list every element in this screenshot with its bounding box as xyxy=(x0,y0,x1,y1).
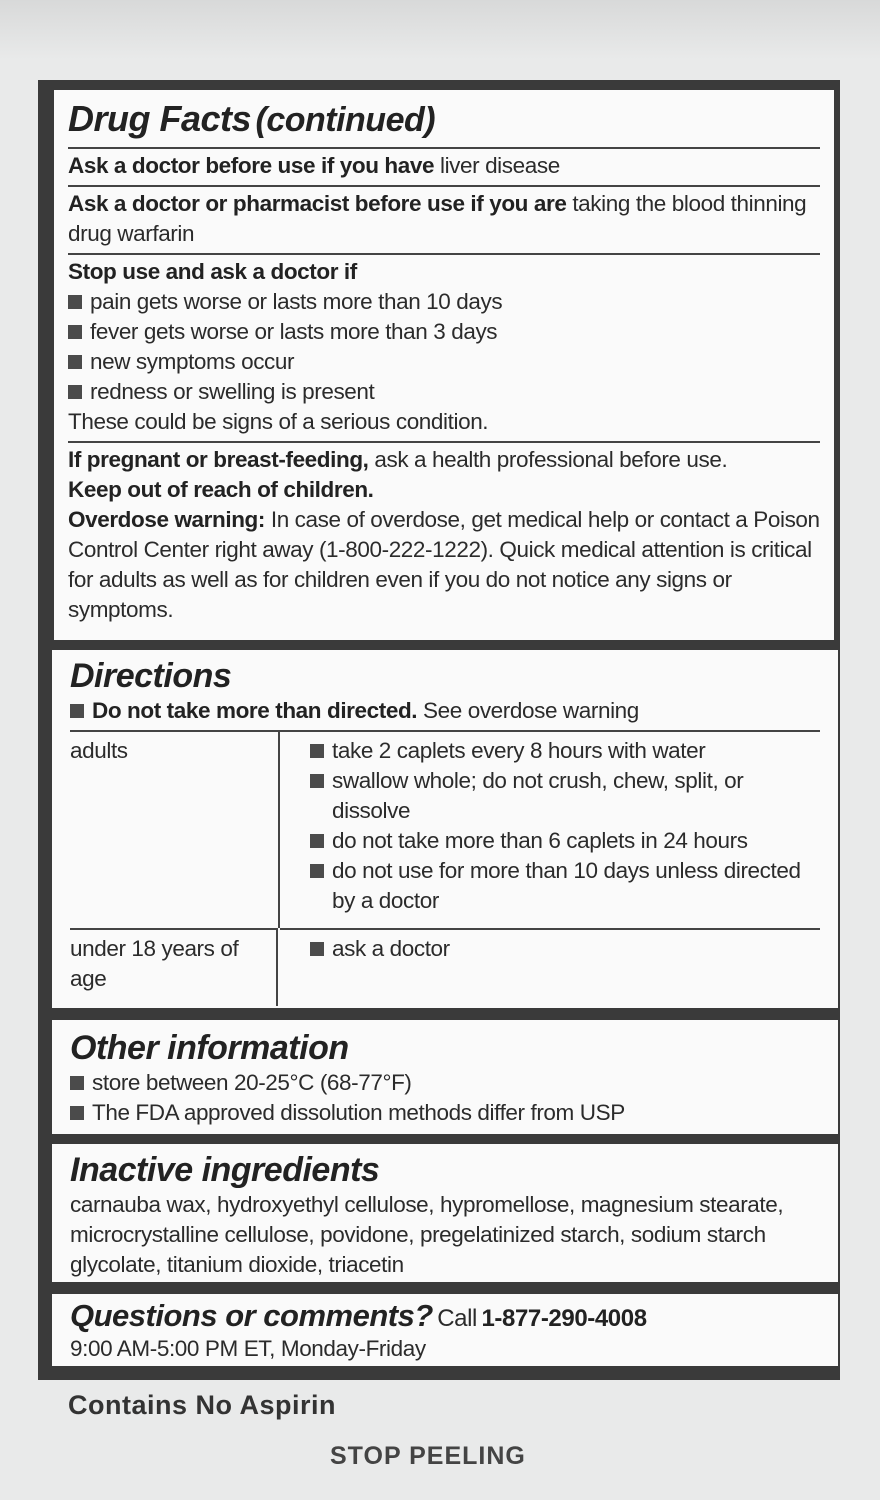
overdose-warning-label: Overdose warning: xyxy=(68,507,265,532)
ask-pharmacist-section xyxy=(68,187,820,253)
list-item-text: take 2 caplets every 8 hours with water xyxy=(332,738,706,763)
pregnancy-warning-label: If pregnant or breast-feeding, xyxy=(68,447,369,472)
pregnancy-warning xyxy=(68,445,820,475)
square-bullet-icon xyxy=(310,864,324,878)
inactive-ingredients-title: Inactive ingredients xyxy=(70,1151,380,1189)
list-item xyxy=(68,347,820,377)
questions-panel xyxy=(52,1294,838,1366)
ask-pharmacist-text: taking the blood thinning drug warfarin xyxy=(68,191,807,246)
ask-doctor-section xyxy=(68,149,820,185)
drug-facts-title: Drug Facts xyxy=(68,98,252,139)
inactive-ingredients-text: carnauba wax, hydroxyethyl cellulose, hypromellose, magnesium stearate, microcrystalline cellulose, povidone, pregelatinized starch, sodium starch glycolate, titanium dioxide, triacetin xyxy=(70,1192,784,1277)
table-row-items xyxy=(280,732,820,928)
table-row-items xyxy=(280,928,820,1006)
background-shade xyxy=(0,0,880,60)
square-bullet-icon xyxy=(68,325,82,339)
directions-note-text: See overdose warning xyxy=(423,698,639,723)
list-item-text: store between 20-25°C (68-77°F) xyxy=(92,1070,412,1095)
list-item xyxy=(70,1068,820,1098)
directions-note-bold: Do not take more than directed. xyxy=(92,698,418,723)
list-item-text: do not take more than 6 caplets in 24 hours xyxy=(332,828,748,853)
ask-doctor-text: liver disease xyxy=(439,153,560,178)
directions-title: Directions xyxy=(70,657,232,695)
list-item xyxy=(310,856,820,916)
overdose-warning xyxy=(68,505,820,625)
stop-use-note: These could be signs of a serious condition. xyxy=(68,409,489,434)
list-item-text: swallow whole; do not crush, chew, split, or dissolve xyxy=(332,768,744,823)
list-item-text: pain gets worse or lasts more than 10 days xyxy=(90,289,503,314)
table-row-group-label: under 18 years of age xyxy=(70,928,278,1006)
square-bullet-icon xyxy=(70,704,84,718)
drug-facts-panel xyxy=(54,90,834,640)
drug-facts-label xyxy=(38,80,840,1380)
list-item xyxy=(310,826,820,856)
pregnancy-warning-text: ask a health professional before use. xyxy=(374,447,728,472)
questions-call-label: Call xyxy=(437,1305,477,1332)
square-bullet-icon xyxy=(70,1076,84,1090)
questions-heading xyxy=(70,1298,820,1334)
list-item-text: redness or swelling is present xyxy=(90,379,375,404)
list-item xyxy=(68,287,820,317)
other-information-panel xyxy=(52,1020,838,1134)
drug-facts-heading xyxy=(68,98,820,147)
list-item-text: The FDA approved dissolution methods differ from USP xyxy=(92,1100,625,1125)
ask-doctor-label: Ask a doctor before use if you have xyxy=(68,153,435,178)
list-item xyxy=(70,1098,820,1128)
directions-table xyxy=(70,730,820,1006)
no-aspirin-text: Contains No Aspirin xyxy=(68,1390,337,1420)
warnings-section xyxy=(68,443,820,629)
list-item xyxy=(68,317,820,347)
square-bullet-icon xyxy=(70,1106,84,1120)
stop-use-section xyxy=(68,255,820,441)
table-row-group-label: adults xyxy=(70,732,280,928)
list-item-text: new symptoms occur xyxy=(90,349,295,374)
ask-pharmacist-label: Ask a doctor or pharmacist before use if you are xyxy=(68,191,567,216)
square-bullet-icon xyxy=(68,385,82,399)
questions-hours: 9:00 AM-5:00 PM ET, Monday-Friday xyxy=(70,1336,426,1361)
square-bullet-icon xyxy=(310,774,324,788)
list-item xyxy=(310,736,820,766)
list-item-text: do not use for more than 10 days unless directed by a doctor xyxy=(332,858,801,913)
square-bullet-icon xyxy=(310,744,324,758)
list-item xyxy=(310,766,820,826)
list-item xyxy=(68,377,820,407)
square-bullet-icon xyxy=(310,942,324,956)
overdose-warning-text: In case of overdose, get medical help or contact a Poison Control Center right away (1-800-222-1222). Quick medical attention is critical for adults as well as for children even if you do not notice any signs or symptoms. xyxy=(68,507,820,622)
list-item-text: fever gets worse or lasts more than 3 days xyxy=(90,319,498,344)
questions-phone: 1-877-290-4008 xyxy=(481,1305,647,1332)
directions-panel xyxy=(52,650,838,1008)
questions-title: Questions or comments? xyxy=(70,1298,433,1333)
keep-out-warning: Keep out of reach of children. xyxy=(68,477,374,502)
other-information-title: Other information xyxy=(70,1029,349,1067)
square-bullet-icon xyxy=(68,295,82,309)
inactive-ingredients-panel xyxy=(52,1144,838,1282)
stop-peeling-text: STOP PEELING xyxy=(330,1442,526,1470)
square-bullet-icon xyxy=(310,834,324,848)
stop-use-heading: Stop use and ask a doctor if xyxy=(68,259,357,284)
directions-note xyxy=(70,696,820,726)
list-item xyxy=(310,934,820,964)
square-bullet-icon xyxy=(68,355,82,369)
drug-facts-title-suffix: (continued) xyxy=(255,101,436,139)
list-item-text: ask a doctor xyxy=(332,936,450,961)
